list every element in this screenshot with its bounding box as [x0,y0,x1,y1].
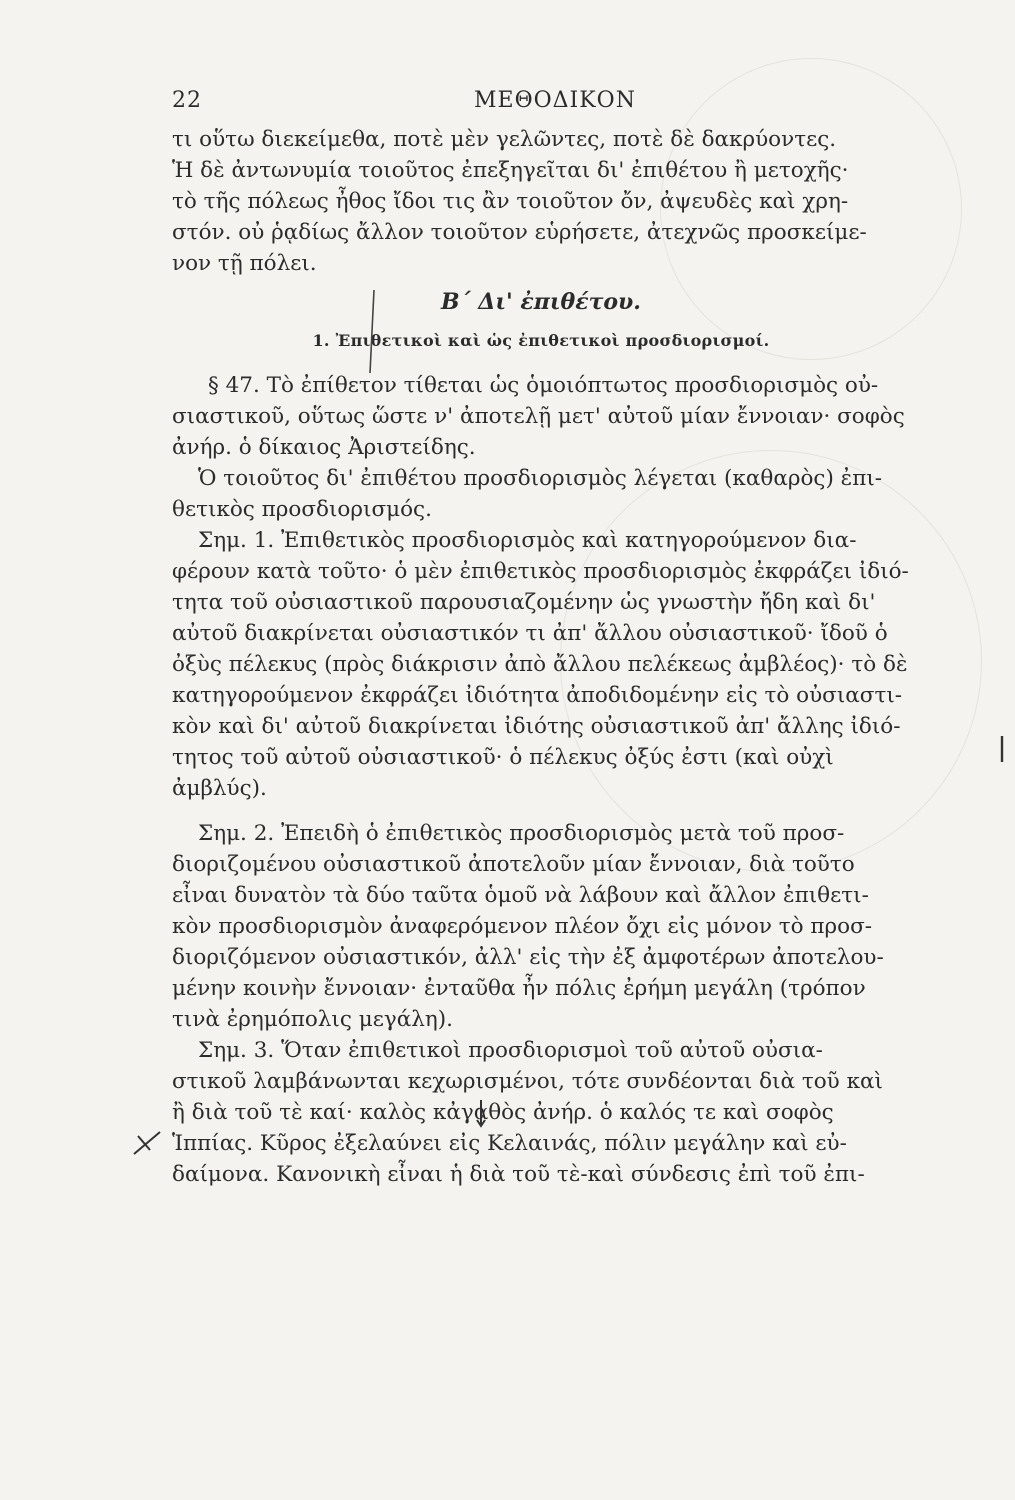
text-line: νον τῇ πόλει. [172,251,317,276]
pencil-tick-mark [474,1098,488,1128]
body-text [172,124,910,1190]
note-2 [172,818,910,1035]
text-line: Ὁ τοιοῦτος δι' ἐπιθέτου προσδιορισμὸς λέγεται (καθαρὸς) ἐπι- [198,466,883,491]
pencil-cross-mark [130,1128,164,1158]
definition-paragraph [172,463,910,525]
running-title: ΜΕΘΟΔΙΚΟΝ [474,88,636,113]
text-line: αὐτοῦ διακρίνεται οὐσιαστικόν τι ἀπ' ἄλλου οὐσιαστικοῦ· ἴδοῦ ὁ [172,621,888,646]
text-line: κὸν καὶ δι' αὐτοῦ διακρίνεται ἰδιότης οὐσιαστικοῦ ἀπ' ἄλλης ἰδιό- [172,714,901,739]
text-line: εἶναι δυνατὸν τὰ δύο ταῦτα ὁμοῦ νὰ λάβουν καὶ ἄλλον ἐπιθετι- [172,883,869,908]
intro-paragraph [172,124,910,279]
margin-mark [996,734,1008,764]
page-number: 22 [172,88,202,113]
note-1 [172,525,910,804]
text-line: Ἡ δὲ ἀντωνυμία τοιοῦτος ἐπεξηγεῖται δι' ἐπιθέτου ἢ μετοχῆς· [172,158,849,183]
text-line: ἀμβλύς). [172,776,267,801]
text-line: διοριζομένου οὐσιαστικοῦ ἀποτελοῦν μίαν ἔννοιαν, διὰ τοῦτο [172,852,855,877]
text-line: διοριζόμενον οὐσιαστικόν, ἀλλ' εἰς τὴν ἐξ ἀμφοτέρων ἀποτελου- [172,945,884,970]
text-line: ἀνήρ. ὁ δίκαιος Ἀριστείδης. [172,435,476,460]
pencil-stroke-mark [360,288,380,378]
text-line: Ἱππίας. Κῦρος ἐξελαύνει εἰς Κελαινάς, πόλιν μεγάλην καὶ εὐ- [172,1131,847,1156]
subsection-heading: 1. Ἐπιθετικοὶ καὶ ὡς ἐπιθετικοὶ προσδιορισμοί. [312,331,770,350]
note-3 [172,1035,910,1190]
paragraph-47 [172,370,910,463]
text-line: τητος τοῦ αὐτοῦ οὐσιαστικοῦ· ὁ πέλεκυς ὀξύς ἐστι (καὶ οὐχὶ [172,745,834,770]
page-header [172,88,912,122]
text-line: Σημ. 2. Ἐπειδὴ ὁ ἐπιθετικὸς προσδιορισμὸς μετὰ τοῦ προσ- [198,821,845,846]
text-line: Σημ. 3. Ὅταν ἐπιθετικοὶ προσδιορισμοὶ τοῦ αὐτοῦ οὐσια- [198,1038,823,1063]
section-heading: Β΄ Δι' ἐπιθέτου. [441,289,641,315]
text-line: τι οὕτω διεκείμεθα, ποτὲ μὲν γελῶντες, ποτὲ δὲ δακρύοντες. [172,127,837,152]
text-line: δαίμονα. Κανονικὴ εἶναι ἡ διὰ τοῦ τὲ-καὶ σύνδεσις ἐπὶ τοῦ ἐπι- [172,1162,865,1187]
text-line: σιαστικοῦ, οὕτως ὥστε ν' ἀποτελῇ μετ' αὐτοῦ μίαν ἔννοιαν· σοφὸς [172,404,905,429]
text-line: κὸν προσδιορισμὸν ἀναφερόμενον πλέον ὄχι εἰς μόνον τὸ προσ- [172,914,873,939]
text-line: τὸ τῆς πόλεως ἦθος ἴδοι τις ἂν τοιοῦτον ὄν, ἀψευδὲς καὶ χρη- [172,189,849,214]
text-line: στικοῦ λαμβάνωνται κεχωρισμένοι, τότε συνδέονται διὰ τοῦ καὶ [172,1069,883,1094]
text-line: ὀξὺς πέλεκυς (πρὸς διάκρισιν ἀπὸ ἄλλου πελέκεως ἀμβλέος)· τὸ δὲ [172,652,908,677]
text-line: τινὰ ἐρημόπολις μεγάλη). [172,1007,453,1032]
text-line: κατηγορούμενον ἐκφράζει ἰδιότητα ἀποδιδομένην εἰς τὸ οὐσιαστι- [172,683,903,708]
text-line: ἢ διὰ τοῦ τὲ καί· καλὸς κἀγαθὸς ἀνήρ. ὁ καλός τε καὶ σοφὸς [172,1100,834,1125]
text-line: Σημ. 1. Ἐπιθετικὸς προσδιορισμὸς καὶ κατηγορούμενον δια- [198,528,857,553]
text-line: φέρουν κατὰ τοῦτο· ὁ μὲν ἐπιθετικὸς προσδιορισμὸς ἐκφράζει ἰδιό- [172,559,909,584]
text-line: τητα τοῦ οὐσιαστικοῦ παρουσιαζομένην ὡς γνωστὴν ἤδη καὶ δι' [172,590,876,615]
text-line: μένην κοινὴν ἔννοιαν· ἐνταῦθα ἦν πόλις ἐρήμη μεγάλη (τρόπον [172,976,866,1001]
text-line: στόν. οὐ ῥᾳδίως ἄλλον τοιοῦτον εὑρήσετε, ἀτεχνῶς προσκείμε- [172,220,867,245]
text-line: θετικὸς προσδιορισμός. [172,497,432,522]
text-line: § 47. Τὸ ἐπίθετον τίθεται ὡς ὁμοιόπτωτος προσδιορισμὸς οὐ- [208,373,879,398]
